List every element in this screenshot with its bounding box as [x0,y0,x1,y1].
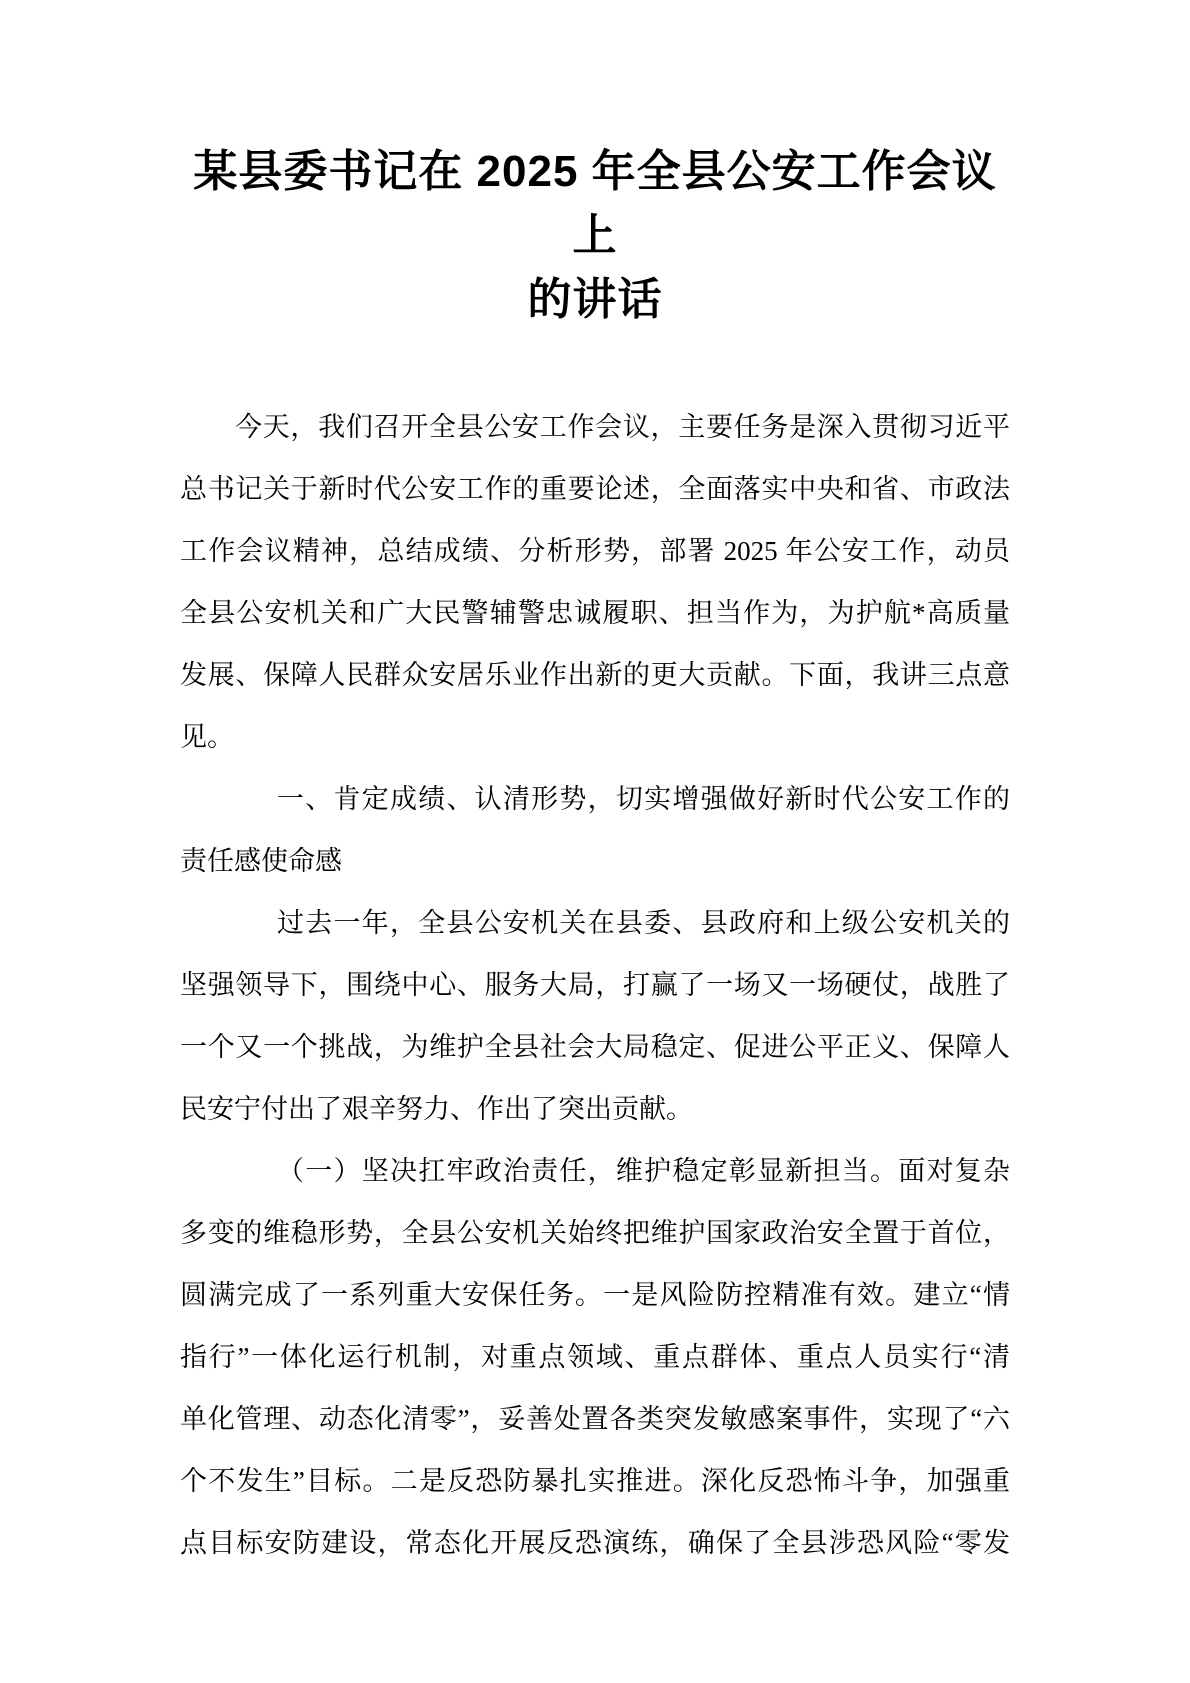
text-line: 多变的维稳形势，全县公安机关始终把维护国家政治安全置于首位， [180,1218,1010,1248]
text-line: 一、肯定成绩、认清形势，切实增强做好新时代公安工作的 [277,784,1010,814]
text-line: 工作会议精神，总结成绩、分析形势，部署 2025 年公安工作，动员 [180,536,1010,566]
heading-section-one [180,768,1010,892]
text-line: 责任感使命感 [180,846,342,876]
text-line: 全县公安机关和广大民警辅警忠诚履职、担当作为，为护航*高质量 [180,598,1010,628]
text-line: 单化管理、动态化清零”，妥善处置各类突发敏感案事件，实现了“六 [180,1404,1010,1434]
text-line: 个不发生”目标。二是反恐防暴扎实推进。深化反恐怖斗争，加强重 [180,1466,1010,1496]
text-line: 过去一年，全县公安机关在县委、县政府和上级公安机关的 [277,908,1010,938]
para-point-one [180,1140,1010,1574]
text-line: 见。 [180,722,234,752]
text-line: 今天，我们召开全县公安工作会议，主要任务是深入贯彻习近平 [235,412,1010,442]
text-line: 圆满完成了一系列重大安保任务。一是风险防控精准有效。建立“情 [180,1280,1010,1310]
document-title [180,140,1010,332]
text-line: 点目标安防建设，常态化开展反恐演练，确保了全县涉恐风险“零发 [180,1528,1010,1558]
text-line: 坚强领导下，围绕中心、服务大局，打赢了一场又一场硬仗，战胜了 [180,970,1010,1000]
para-review [180,892,1010,1140]
document-title-line-1: 某县委书记在 2025 年全县公安工作会议上 [193,147,997,260]
text-line: 发展、保障人民群众安居乐业作出新的更大贡献。下面，我讲三点意 [180,660,1010,690]
text-line: 总书记关于新时代公安工作的重要论述，全面落实中央和省、市政法 [180,474,1010,504]
para-opening [180,396,1010,768]
text-line: 一个又一个挑战，为维护全县社会大局稳定、促进公平正义、保障人 [180,1032,1010,1062]
document-title-line-2: 的讲话 [527,275,663,324]
text-line: 指行”一体化运行机制，对重点领域、重点群体、重点人员实行“清 [180,1342,1010,1372]
document-body [180,396,1010,1574]
text-line: （一）坚决扛牢政治责任，维护稳定彰显新担当。面对复杂 [277,1156,1010,1186]
text-line: 民安宁付出了艰辛努力、作出了突出贡献。 [180,1094,693,1124]
